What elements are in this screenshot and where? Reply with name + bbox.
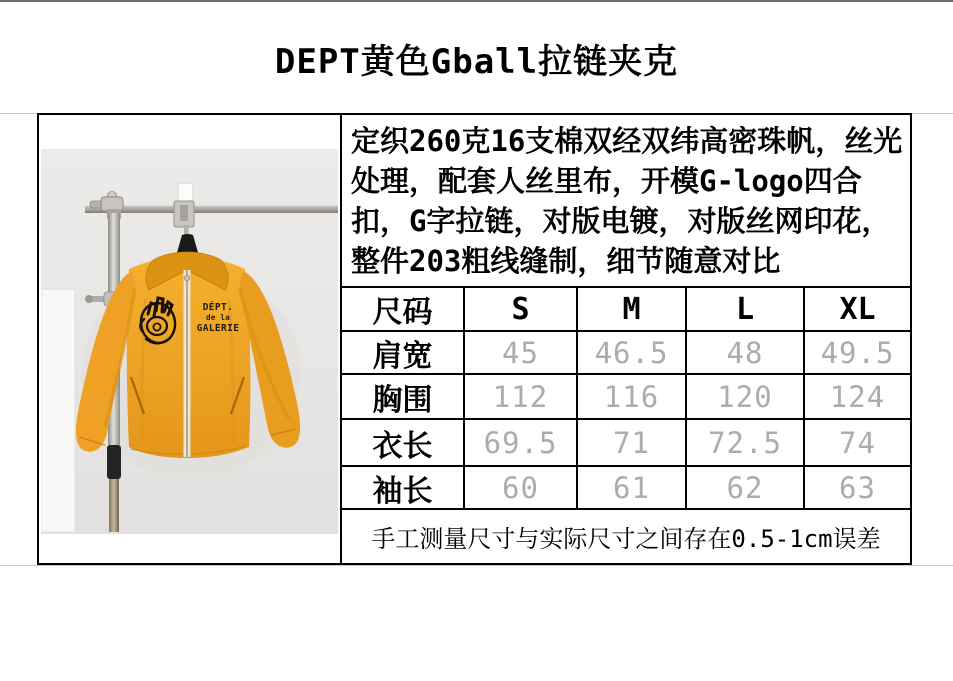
value-shoulder-s: 45: [463, 330, 576, 373]
value-sleeve-xl: 63: [803, 465, 910, 508]
value-chest-s: 112: [463, 373, 576, 418]
page-title: DEPT黄色Gball拉链夹克: [274, 42, 679, 82]
size-chart: [342, 286, 910, 508]
value-length-s: 69.5: [463, 418, 576, 465]
size-chart-header-l: L: [685, 286, 803, 330]
pole-grip: [107, 445, 121, 479]
measurement-note: 手工测量尺寸与实际尺寸之间存在0.5-1cm误差: [342, 508, 910, 563]
product-photo-cell: [39, 115, 342, 563]
row-label-shoulder: 肩宽: [342, 330, 463, 373]
size-chart-header-m: M: [576, 286, 685, 330]
size-chart-header-xl: XL: [803, 286, 910, 330]
product-photo: [41, 149, 338, 534]
value-sleeve-m: 61: [576, 465, 685, 508]
value-sleeve-l: 62: [685, 465, 803, 508]
value-chest-l: 120: [685, 373, 803, 418]
value-length-m: 71: [576, 418, 685, 465]
product-description: 定织260克16支棉双经双纬高密珠帆，丝光处理，配套人丝里布，开模G-logo四合扣，G字拉链，对版电镀，对版丝网印花，整件203粗线缝制，细节随意对比: [351, 124, 903, 278]
divider-line-bottom: [0, 565, 953, 566]
zipper: [184, 270, 191, 457]
row-label-length: 衣长: [342, 418, 463, 465]
value-chest-xl: 124: [803, 373, 910, 418]
value-shoulder-xl: 49.5: [803, 330, 910, 373]
pole-lower: [109, 479, 119, 532]
spec-table: [37, 113, 912, 565]
svg-text:GALERIE: GALERIE: [196, 323, 240, 334]
size-chart-header-s: S: [463, 286, 576, 330]
svg-text:DÉPT.: DÉPT.: [202, 302, 234, 313]
row-label-sleeve: 袖长: [342, 465, 463, 508]
value-length-xl: 74: [803, 418, 910, 465]
value-shoulder-l: 48: [685, 330, 803, 373]
top-divider: [0, 0, 953, 2]
value-sleeve-s: 60: [463, 465, 576, 508]
value-shoulder-m: 46.5: [576, 330, 685, 373]
svg-text:de la: de la: [205, 313, 231, 322]
white-panel: [41, 289, 75, 532]
value-chest-m: 116: [576, 373, 685, 418]
info-column: [342, 115, 910, 563]
size-chart-header-label: 尺码: [342, 286, 463, 330]
value-length-l: 72.5: [685, 418, 803, 465]
row-label-chest: 胸围: [342, 373, 463, 418]
